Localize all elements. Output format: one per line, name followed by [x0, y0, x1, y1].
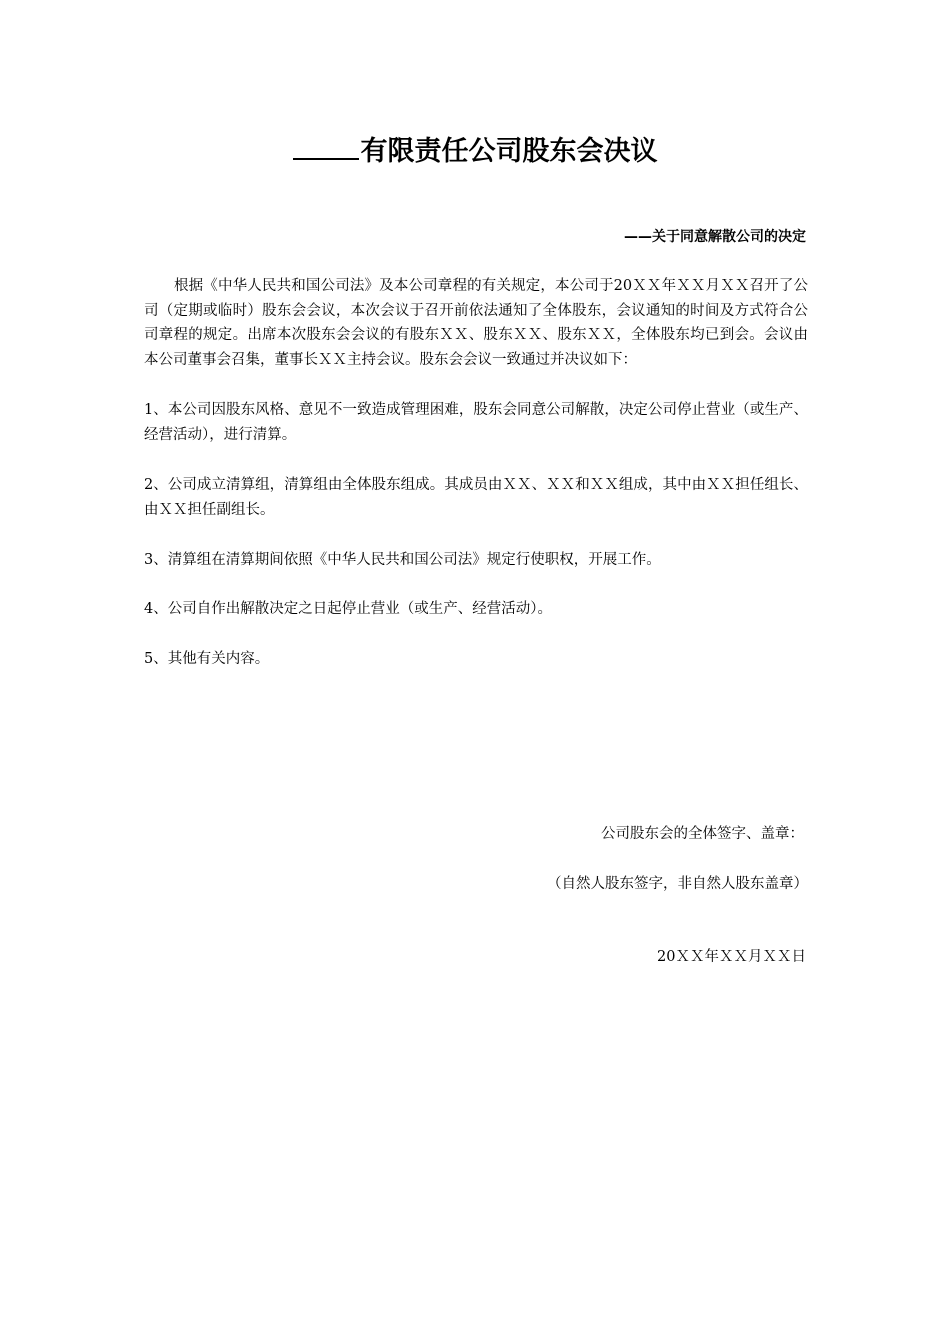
document-date: 20ＸＸ年ＸＸ月ＸＸ日 [657, 949, 806, 965]
resolution-item-3: 3、清算组在清算期间依照《中华人民共和国公司法》规定行使职权，开展工作。 [144, 552, 661, 568]
document-title-text: 有限责任公司股东会决议 [360, 136, 658, 167]
resolution-item-5: 5、其他有关内容。 [144, 651, 270, 667]
resolution-item-4: 4、公司自作出解散决定之日起停止营业（或生产、经营活动）。 [144, 601, 552, 617]
company-name-blank [293, 132, 359, 160]
signature-line: 公司股东会的全体签字、盖章： [601, 826, 804, 842]
document-title [0, 132, 950, 170]
signature-note: （自然人股东签字，非自然人股东盖章） [547, 876, 808, 892]
document-subtitle: ——关于同意解散公司的决定 [624, 229, 806, 245]
resolution-item-2: 2、公司成立清算组，清算组由全体股东组成。其成员由ＸＸ、ＸＸ和ＸＸ组成，其中由ＸＸ担任组长、由ＸＸ担任副组长。 [144, 477, 808, 518]
intro-paragraph: 根据《中华人民共和国公司法》及本公司章程的有关规定，本公司于20ＸＸ年ＸＸ月ＸＸ召开了公司（定期或临时）股东会会议，本次会议于召开前依法通知了全体股东，会议通知的时间及方式符合公司章程的规定。出席本次股东会会议的有股东ＸＸ、股东ＸＸ、股东ＸＸ，全体股东均已到会。会议由本公司董事会召集，董事长ＸＸ主持会议。股东会会议一致通过并决议如下： [144, 278, 808, 368]
resolution-item-1: 1、本公司因股东风格、意见不一致造成管理困难，股东会同意公司解散，决定公司停止营业（或生产、经营活动），进行清算。 [144, 402, 808, 443]
